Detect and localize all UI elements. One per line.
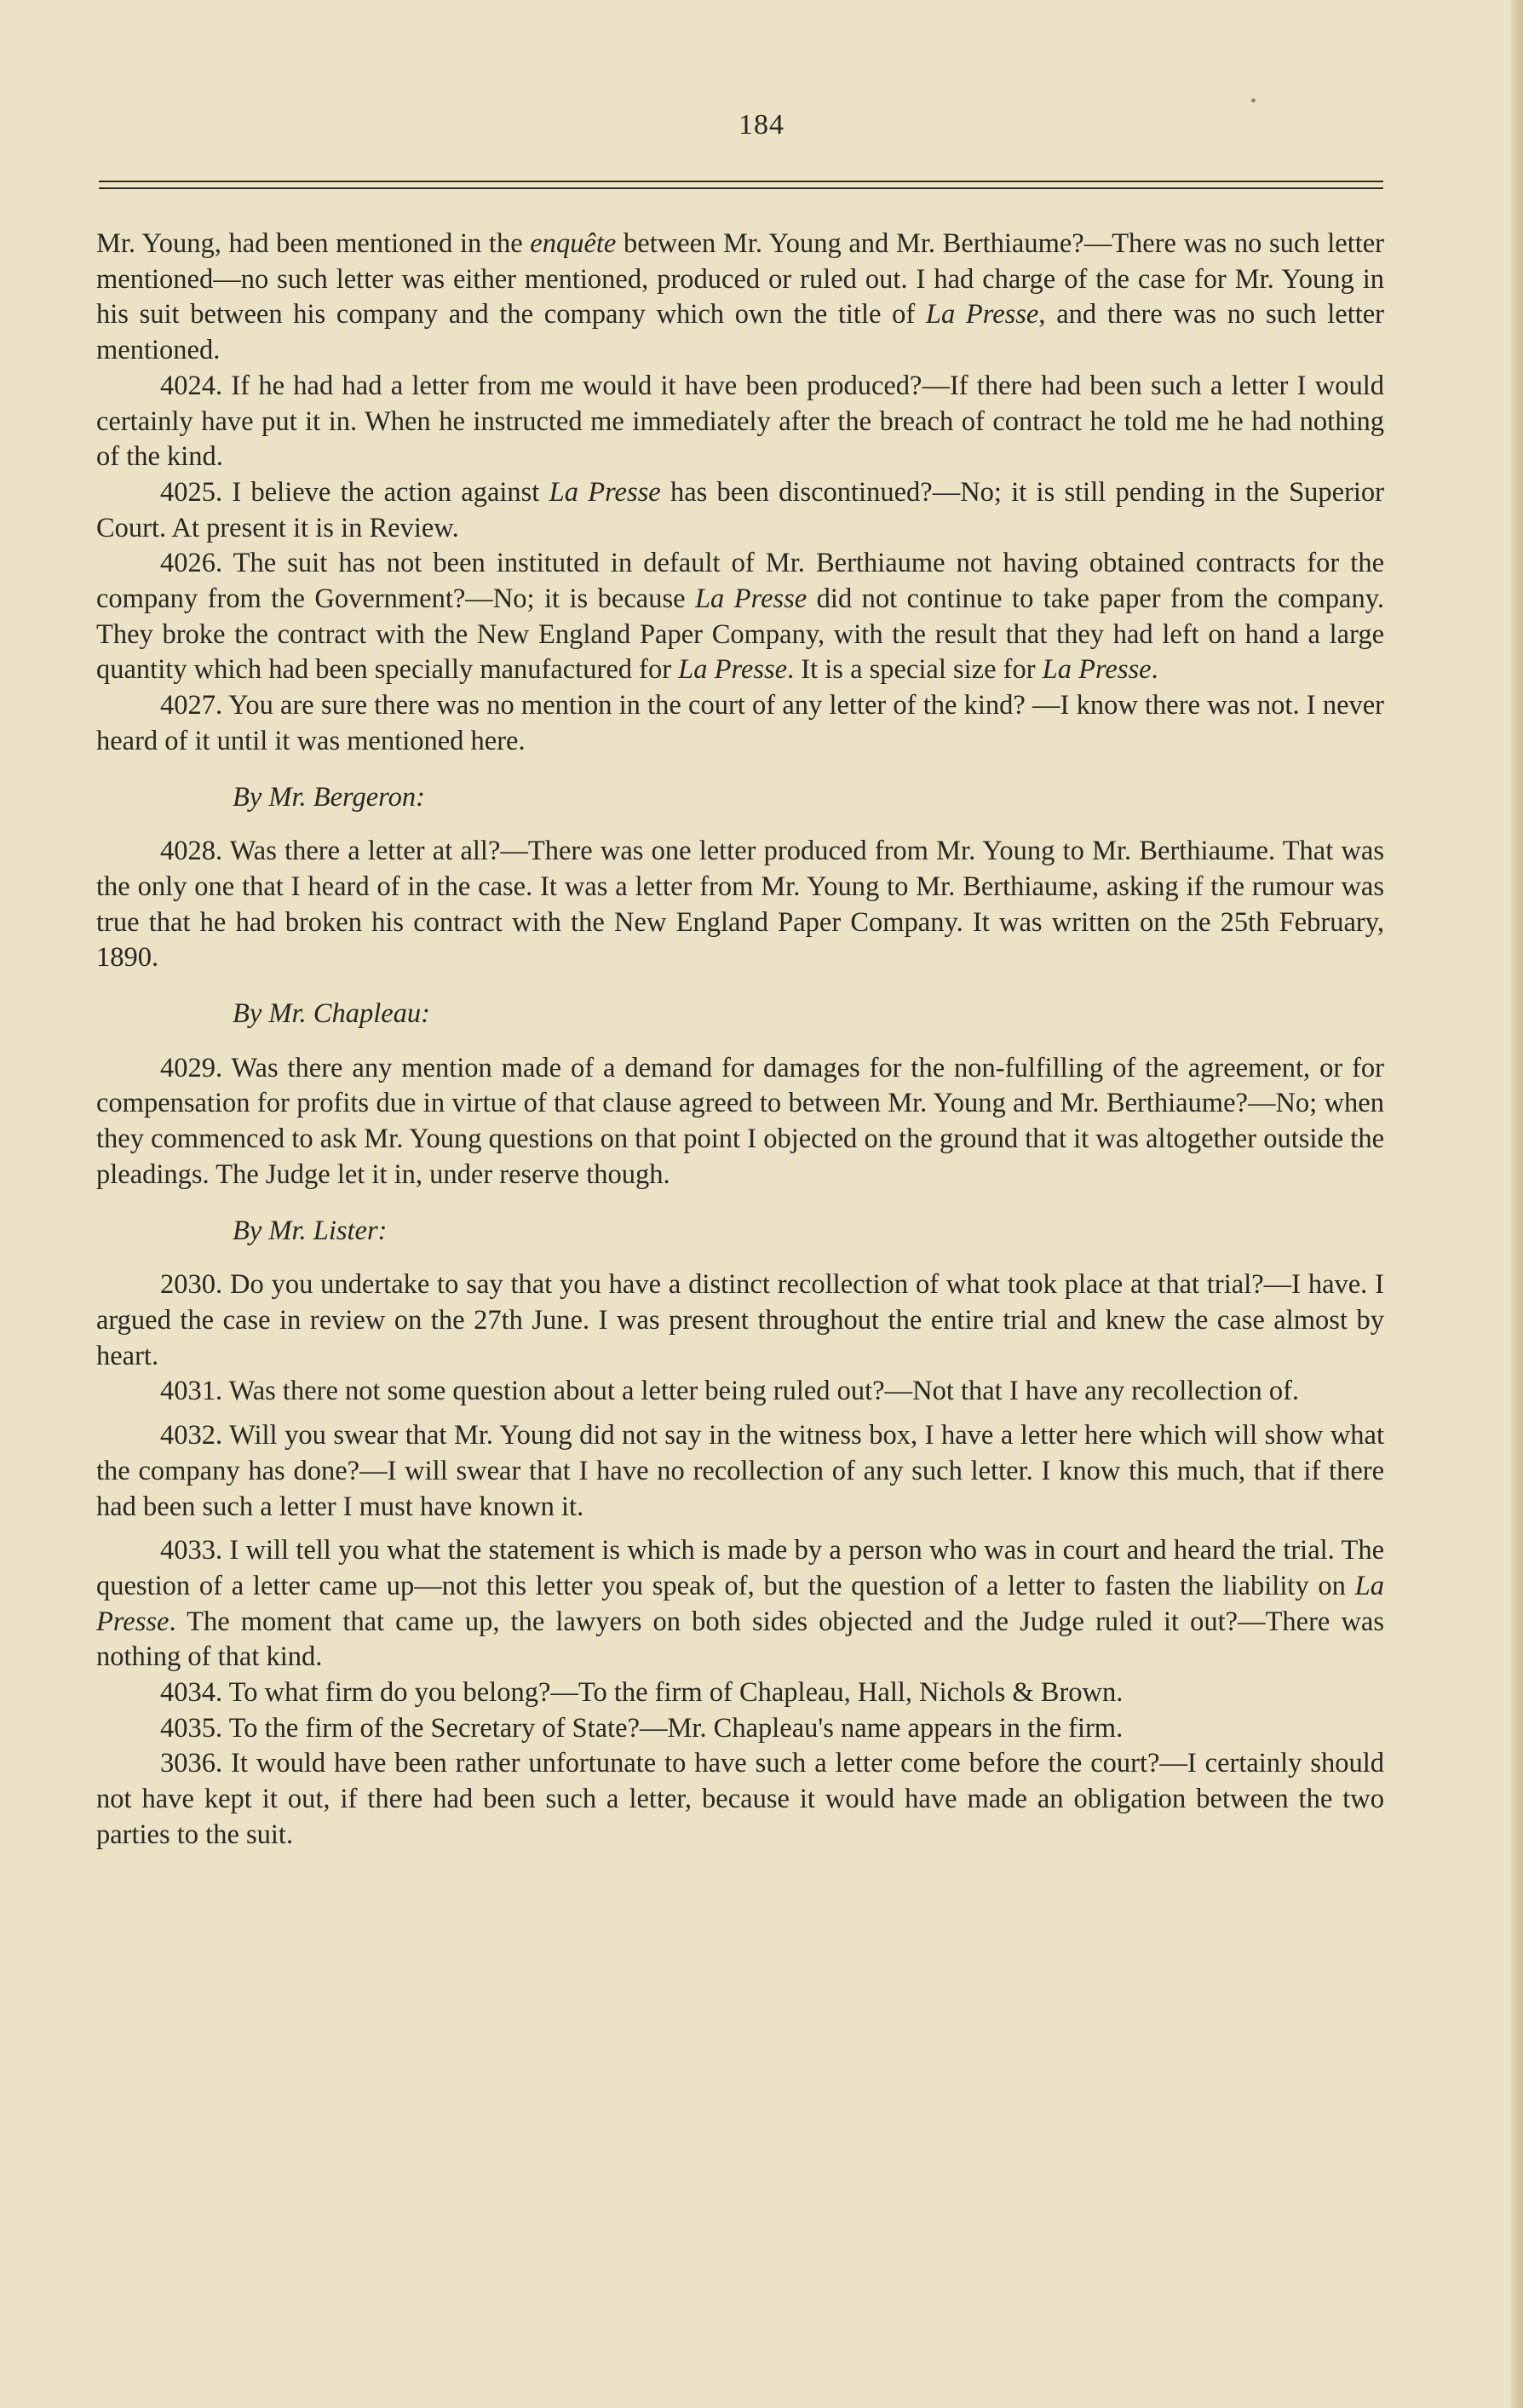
italic-run: La Presse <box>694 583 807 615</box>
paragraph-4024 <box>96 369 1384 475</box>
text-run: 4032. Will you swear that Mr. Young did not say in the witness box, I have a letter here which will show what the company has done?—I will swear that I have no recollection of any such letter. I know this much, that if there had been such a letter I must have known it. <box>96 1420 1384 1522</box>
italic-run: La Presse <box>96 1570 1384 1637</box>
header-rule <box>99 181 1383 194</box>
paragraph-4033 <box>96 1533 1384 1675</box>
text-run: 3036. It would have been rather unfortunate to have such a letter come before the court?—I certainly should not have kept it out, if there had been such a letter, because it would have made an obligation between the two parties to the suit. <box>96 1748 1384 1850</box>
text-run: has been discontinued?—No; it is still pending in the Superior Court. At present it is in Review. <box>96 476 1384 543</box>
text-run: . <box>1151 654 1158 686</box>
paragraph-4029 <box>96 1051 1384 1193</box>
italic-run: enquête <box>530 228 617 259</box>
text-run: 4025. I believe the action against <box>160 476 549 508</box>
text-run: 4031. Was there not some question about a letter being ruled out?—Not that I have any recollection of. <box>160 1376 1300 1407</box>
italic-run: La Presse <box>678 654 788 686</box>
rule-line <box>99 187 1383 189</box>
paragraph-3036 <box>96 1746 1384 1853</box>
text-run: 2030. Do you undertake to say that you have a distinct recollection of what took place at that trial?—I have. I argued the case in review on the 27th June. I was present throughout the entire trial and knew the case almost by heart. <box>96 1269 1384 1371</box>
ink-speck: • <box>1250 92 1257 111</box>
italic-run: La Presse <box>549 476 661 508</box>
text-run: between Mr. Young and Mr. Berthiaume?—There was no such letter mentioned—no such letter was either mentioned, produced or ruled out. I had charge of the case for Mr. Young in his suit between his company and the company which own the title of <box>96 228 1385 330</box>
italic-run: La Presse <box>925 299 1039 330</box>
paragraph-2030 <box>96 1267 1384 1374</box>
text-run: did not continue to take paper from the company. They broke the contract with the New England Paper Company, with the result that they had left on hand a large quantity which had been specially manufactured for <box>96 583 1384 686</box>
text-run: 4029. Was there any mention made of a demand for damages for the non-fulfilling of the agreement, or for compensation for profits due in virtue of that clause agreed to between Mr. Young and Mr. Berthiaume?—No; when they commenced to ask Mr. Young questions on that point I objected on the ground that it was altogether outside the pleadings. The Judge let it in, under reserve though. <box>96 1052 1384 1190</box>
text-run: 4027. You are sure there was no mention in the court of any letter of the kind? —I know there was not. I never heard of it until it was mentioned here. <box>96 690 1384 756</box>
paragraph-4026 <box>96 546 1384 688</box>
italic-run: La Presse <box>1042 654 1152 686</box>
paragraph-4027 <box>96 688 1384 759</box>
paragraph-4028 <box>96 834 1384 976</box>
text-run: 4033. I will tell you what the statement is which is made by a person who was in court and heard the trial. The question of a letter came up—not this letter you speak of, but the question of a letter to fasten the liability on <box>96 1535 1384 1601</box>
text-run: 4026. The suit has not been instituted in default of Mr. Berthiaume not having obtained contracts for the company from the Government?—No; it is because <box>96 548 1384 615</box>
text-run: 4034. To what firm do you belong?—To the firm of Chapleau, Hall, Nichols & Brown. <box>160 1677 1124 1709</box>
text-run: . It is a special size for <box>787 654 1043 686</box>
heading-by-mr-lister: By Mr. Lister: <box>233 1215 388 1246</box>
paragraph-4035 <box>96 1711 1384 1747</box>
paragraph-4031 <box>96 1374 1384 1410</box>
text-run: 4028. Was there a letter at all?—There was one letter produced from Mr. Young to Mr. Berthiaume. That was the only one that I heard of in the case. It was a letter from Mr. Young to Mr. Berthiaume, asking if the rumour was true that he had broken his contract with the New England Paper Company. It was written on the 25th February, 1890. <box>96 836 1384 974</box>
paragraph-4034 <box>96 1675 1384 1711</box>
heading-by-mr-chapleau: By Mr. Chapleau: <box>233 998 430 1030</box>
page-number: 184 <box>739 109 784 141</box>
text-run: . The moment that came up, the lawyers on both sides objected and the Judge ruled it out?—There was nothing of that kind. <box>96 1606 1384 1673</box>
heading-by-mr-bergeron: By Mr. Bergeron: <box>233 781 425 813</box>
page-edge <box>1511 0 1523 2408</box>
text-run: , and there was no such letter mentioned. <box>96 299 1384 366</box>
rule-line <box>99 181 1383 182</box>
text-run: Mr. Young, had been mentioned in the <box>96 228 531 259</box>
page-body <box>96 227 1384 1853</box>
text-run: 4024. If he had had a letter from me would it have been produced?—If there had been such a letter I would certainly have put it in. When he instructed me immediately after the breach of contract he told me he had nothing of the kind. <box>96 370 1384 473</box>
paragraph-4032 <box>96 1418 1384 1525</box>
paragraph-4025 <box>96 475 1384 546</box>
text-run: 4035. To the firm of the Secretary of State?—Mr. Chapleau's name appears in the firm. <box>160 1712 1124 1744</box>
paragraph-continued <box>96 227 1384 369</box>
